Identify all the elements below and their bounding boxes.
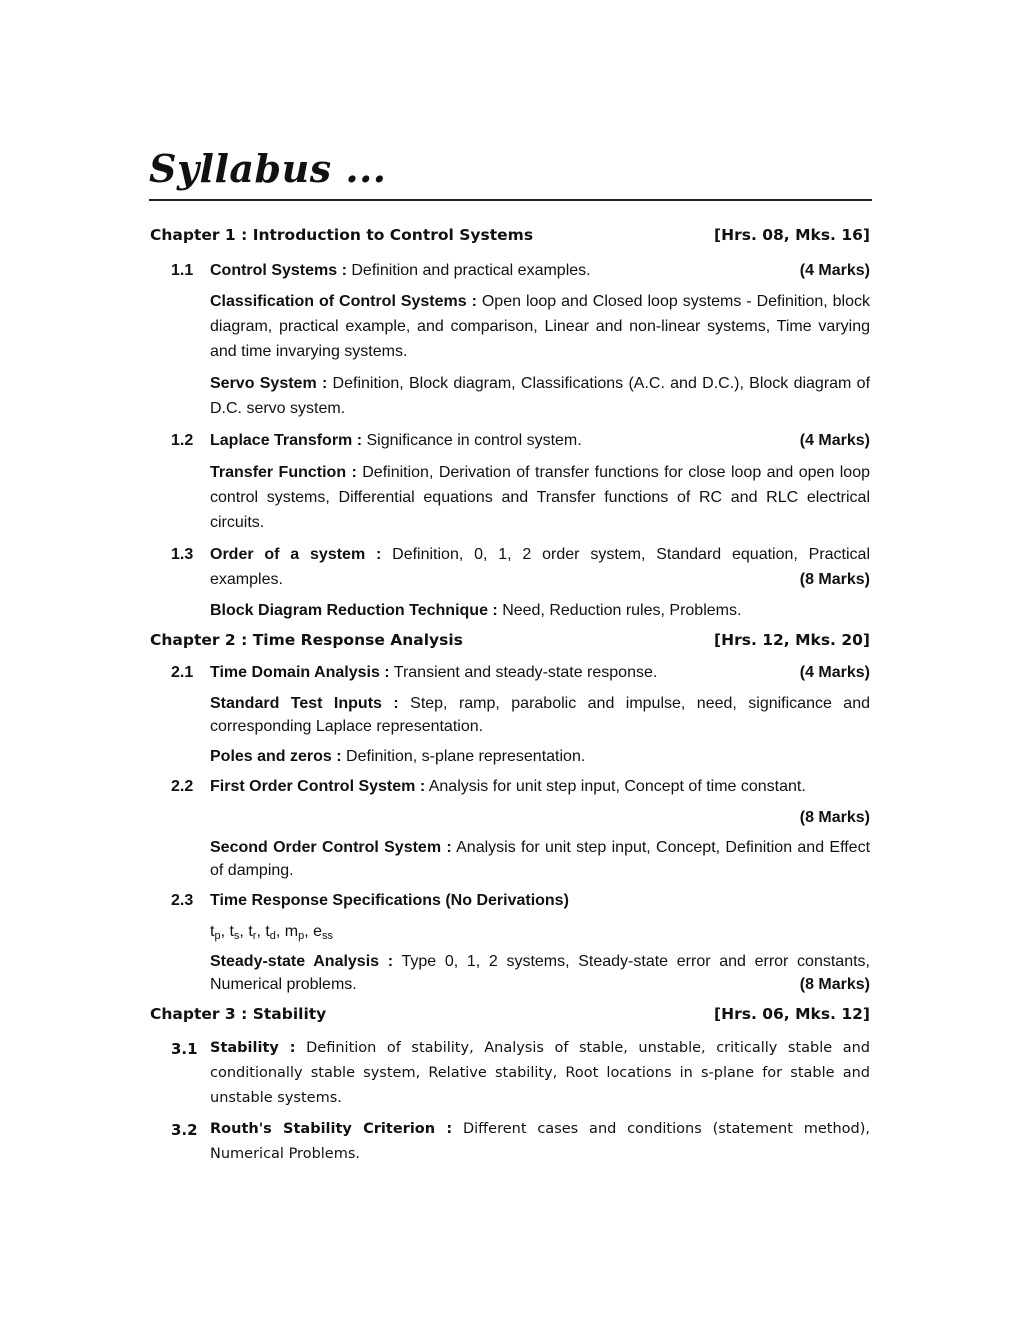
section-item bbox=[210, 950, 870, 996]
section-number: 2.1 bbox=[171, 664, 194, 681]
section-number: 3.1 bbox=[171, 1040, 198, 1058]
item-marks: (4 Marks) bbox=[799, 262, 870, 279]
section-item bbox=[210, 1036, 870, 1111]
section-item bbox=[210, 692, 870, 738]
section-item-marks-row bbox=[210, 807, 870, 829]
item-marks: (4 Marks) bbox=[799, 664, 870, 681]
item-term: Block Diagram Reduction Technique : bbox=[210, 602, 498, 619]
section-item bbox=[210, 430, 870, 452]
section-number: 1.2 bbox=[171, 432, 194, 449]
chapter-hours-marks: [Hrs. 08, Mks. 16] bbox=[714, 226, 870, 244]
item-marks: (8 Marks) bbox=[799, 809, 870, 826]
section-item bbox=[210, 776, 870, 798]
chapter-2-heading bbox=[150, 631, 870, 653]
section-item bbox=[210, 890, 870, 912]
symbol: $t_s$, bbox=[229, 923, 249, 942]
item-term: Time Response Specifications (No Derivations) bbox=[210, 892, 569, 909]
time-response-symbols bbox=[210, 921, 870, 943]
item-term: Poles and zeros : bbox=[210, 748, 342, 765]
section-item bbox=[210, 460, 870, 535]
item-term: Classification of Control Systems : bbox=[210, 293, 477, 310]
section-number: 2.2 bbox=[171, 778, 194, 795]
section-item bbox=[210, 289, 870, 364]
symbol: $t_d$, bbox=[265, 923, 285, 942]
item-marks: (4 Marks) bbox=[799, 432, 870, 449]
chapter-hours-marks: [Hrs. 12, Mks. 20] bbox=[714, 631, 870, 649]
item-term: Standard Test Inputs : bbox=[210, 695, 399, 712]
section-item bbox=[210, 371, 870, 421]
chapter-3-heading bbox=[150, 1005, 870, 1027]
symbol: $t_p$, bbox=[210, 923, 230, 942]
item-term: Transfer Function : bbox=[210, 464, 357, 481]
item-term: First Order Control System : bbox=[210, 778, 426, 795]
chapter-title: Chapter 2 : Time Response Analysis bbox=[150, 631, 463, 649]
item-text: Definition of stability, Analysis of stable, unstable, critically stable and conditionally stable system, Relative stability, Root locations in s-plane for stable and unstable systems. bbox=[210, 1040, 870, 1106]
chapter-1-heading bbox=[150, 226, 870, 248]
section-number: 1.3 bbox=[171, 546, 194, 563]
section-number: 2.3 bbox=[171, 892, 194, 909]
section-item bbox=[210, 260, 870, 282]
item-term: Routh's Stability Criterion : bbox=[210, 1121, 453, 1137]
item-text: Definition, s-plane representation. bbox=[341, 748, 586, 765]
item-text: Different cases and conditions (statement method), Numerical Problems. bbox=[210, 1121, 870, 1162]
item-text: Transient and steady-state response. bbox=[389, 664, 658, 681]
item-text: Definition, Derivation of transfer functions for close loop and open loop control systems, Differential equations and Transfer functions of RC and RLC electrical circuits. bbox=[210, 464, 871, 531]
item-text: Open loop and Closed loop systems - Definition, block diagram, practical example, and comparison, Linear and non-linear systems, Time varying and time invarying systems. bbox=[210, 293, 871, 360]
chapter-title: Chapter 1 : Introduction to Control Systems bbox=[150, 226, 534, 244]
item-text-continued: examples. bbox=[210, 571, 283, 588]
chapter-title: Chapter 3 : Stability bbox=[150, 1005, 327, 1023]
section-number: 3.2 bbox=[171, 1121, 198, 1139]
section-item bbox=[210, 746, 870, 768]
symbol: $e_{ss}$ bbox=[313, 923, 334, 942]
item-term: Second Order Control System : bbox=[210, 839, 452, 856]
section-number: 1.1 bbox=[171, 262, 194, 279]
section-item bbox=[210, 600, 870, 622]
title-underline bbox=[149, 199, 872, 201]
item-text: Definition, Block diagram, Classifications (A.C. and D.C.), Block diagram of D.C. servo system. bbox=[210, 375, 871, 417]
item-term: Order of a system : bbox=[210, 546, 382, 563]
item-text-continued: Numerical problems. bbox=[210, 976, 357, 993]
section-item bbox=[210, 1117, 870, 1167]
item-text: Definition and practical examples. bbox=[346, 262, 591, 279]
item-text: Definition, 0, 1, 2 order system, Standard equation, Practical bbox=[381, 546, 871, 563]
item-term: Servo System : bbox=[210, 375, 328, 392]
item-marks: (8 Marks) bbox=[799, 976, 870, 993]
symbol: $m_p$, bbox=[284, 923, 314, 942]
item-text: Analysis for unit step input, Concept of time constant. bbox=[425, 778, 806, 795]
item-text: Step, ramp, parabolic and impulse, need, significance and corresponding Laplace representation. bbox=[210, 695, 871, 735]
item-text: Significance in control system. bbox=[362, 432, 582, 449]
section-item bbox=[210, 662, 870, 684]
symbol: $t_r$, bbox=[248, 923, 266, 942]
item-text: Need, Reduction rules, Problems. bbox=[497, 602, 742, 619]
item-text: Analysis for unit step input, Concept, Definition and Effect of damping. bbox=[210, 839, 871, 879]
item-term: Control Systems : bbox=[210, 262, 347, 279]
item-term: Time Domain Analysis : bbox=[210, 664, 390, 681]
item-text: Type 0, 1, 2 systems, Steady-state error and error constants, bbox=[393, 953, 870, 970]
section-item bbox=[210, 836, 870, 882]
page-title: Syllabus ... bbox=[149, 146, 387, 191]
section-item bbox=[210, 542, 870, 592]
chapter-hours-marks: [Hrs. 06, Mks. 12] bbox=[714, 1005, 870, 1023]
item-term: Laplace Transform : bbox=[210, 432, 363, 449]
item-term: Steady-state Analysis : bbox=[210, 953, 394, 970]
item-term: Stability : bbox=[210, 1040, 296, 1056]
item-marks: (8 Marks) bbox=[799, 571, 870, 588]
